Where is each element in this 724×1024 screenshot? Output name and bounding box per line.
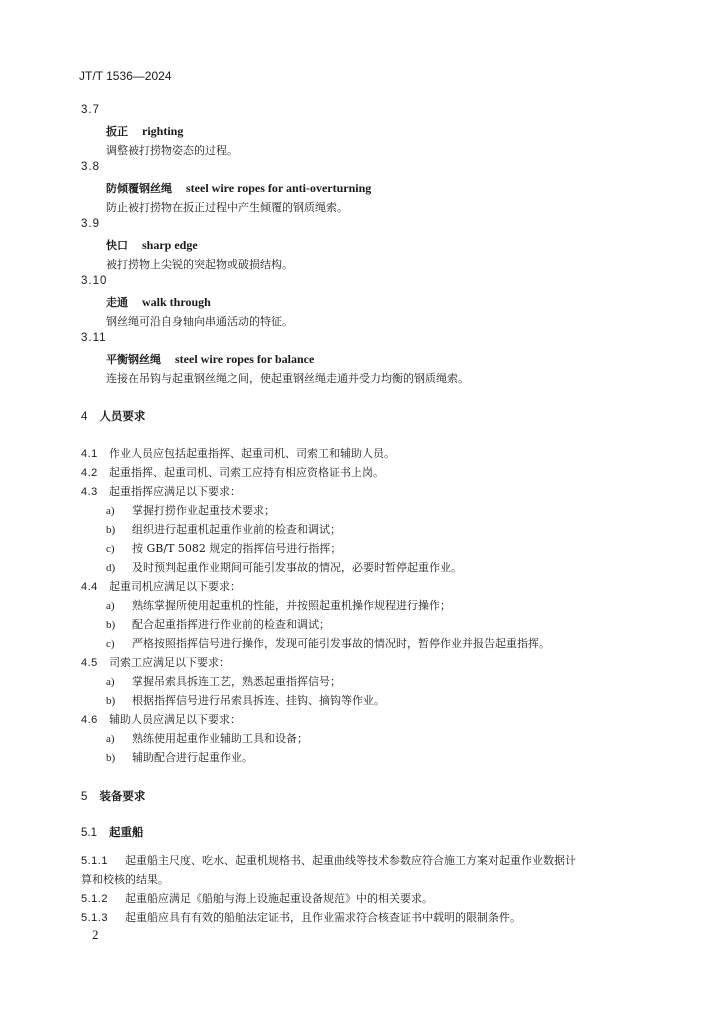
clause-number: 5.1.1 — [81, 855, 108, 867]
list-item-text: 熟练使用起重作业辅助工具和设备； — [132, 732, 308, 745]
list-marker: b) — [106, 695, 116, 707]
clause-number: 4.1 — [81, 448, 98, 460]
list-item — [106, 521, 341, 537]
clause-text: 起重船应具有有效的船舶法定证书，且作业需求符合核查证书中载明的限制条件。 — [125, 911, 521, 924]
term-en: sharp edge — [142, 238, 198, 252]
list-item — [106, 597, 451, 613]
list-item-text: 根据指挥信号进行吊索具拆连、挂钩、摘钩等作业。 — [132, 694, 385, 707]
clause-text: 辅助人员应满足以下要求： — [109, 713, 241, 726]
clause — [81, 909, 521, 925]
list-item-text: 严格按照指挥信号进行操作，发现可能引发事故的情况时，暂停作业并报告起重指挥。 — [132, 637, 550, 650]
list-item — [106, 559, 462, 575]
term-title — [106, 351, 314, 367]
clause — [81, 578, 241, 594]
term-zh: 防倾覆钢丝绳 — [106, 182, 172, 195]
term-en: steel wire ropes for balance — [175, 352, 315, 366]
term-title — [106, 180, 371, 196]
term-title — [106, 294, 211, 310]
term-en: steel wire ropes for anti-overturning — [186, 181, 372, 195]
clause — [81, 483, 241, 499]
list-item — [106, 673, 341, 689]
list-marker: b) — [106, 752, 116, 764]
subsection-heading — [81, 824, 144, 840]
term-zh: 扳正 — [106, 125, 128, 138]
clause-text: 司索工应满足以下要求： — [109, 656, 230, 669]
list-marker: a) — [106, 676, 115, 688]
list-item — [106, 635, 550, 651]
list-item — [106, 749, 253, 765]
list-item — [106, 616, 330, 632]
term-zh: 平衡钢丝绳 — [106, 353, 161, 366]
list-item — [106, 730, 308, 746]
section-heading — [81, 408, 145, 424]
term-definition: 钢丝绳可沿自身轴向串通活动的特征。 — [106, 315, 293, 328]
term-number: 3.10 — [81, 275, 108, 287]
list-item-text: 辅助配合进行起重作业。 — [132, 751, 253, 764]
clause-number: 4.6 — [81, 714, 98, 726]
clause-text: 起重船应满足《船舶与海上设施起重设备规范》中的相关要求。 — [125, 892, 433, 905]
subsection-number: 5.1 — [81, 827, 97, 839]
list-marker: b) — [106, 524, 116, 536]
list-item — [106, 692, 385, 708]
section-number: 5 — [81, 791, 88, 803]
term-zh: 快口 — [106, 239, 128, 252]
term-number: 3.9 — [81, 218, 100, 230]
term-number: 3.7 — [81, 104, 100, 116]
clause-number: 4.4 — [81, 581, 98, 593]
list-item-text: 按 GB/T 5082 规定的指挥信号进行指挥； — [132, 542, 342, 555]
clause-text: 起重指挥应满足以下要求： — [109, 485, 241, 498]
section-number: 4 — [81, 411, 88, 423]
list-marker: a) — [106, 505, 115, 517]
clause-text: 起重船主尺度、吃水、起重机规格书、起重曲线等技术参数应符合施工方案对起重作业数据计 — [125, 854, 576, 867]
term-zh: 走通 — [106, 296, 128, 309]
list-item-text: 掌握吊索具拆连工艺，熟悉起重指挥信号； — [132, 675, 341, 688]
clause — [81, 445, 395, 461]
term-title — [106, 123, 183, 139]
subsection-title: 起重船 — [109, 825, 144, 839]
clause-number: 5.1.2 — [81, 893, 108, 905]
list-item-text: 配合起重指挥进行作业前的检查和调试； — [132, 618, 330, 631]
section-title: 人员要求 — [99, 409, 146, 423]
clause — [81, 464, 384, 480]
list-item-text: 掌握打捞作业起重技术要求； — [132, 504, 275, 517]
section-heading — [81, 788, 145, 804]
list-item — [106, 540, 341, 556]
clause — [81, 890, 433, 906]
clause — [81, 654, 230, 670]
term-definition: 调整被打捞物姿态的过程。 — [106, 144, 238, 157]
list-item — [106, 502, 275, 518]
term-number: 3.11 — [81, 332, 107, 344]
list-marker: c) — [106, 543, 115, 555]
clause-text: 起重指挥、起重司机、司索工应持有相应资格证书上岗。 — [109, 466, 384, 479]
clause-continuation: 算和校核的结果。 — [81, 873, 169, 886]
clause — [81, 852, 576, 868]
list-marker: b) — [106, 619, 116, 631]
document-header: JT/T 1536—2024 — [79, 69, 172, 83]
term-en: righting — [142, 124, 184, 138]
list-item-text: 及时预判起重作业期间可能引发事故的情况，必要时暂停起重作业。 — [132, 561, 462, 574]
clause-text: 作业人员应包括起重指挥、起重司机、司索工和辅助人员。 — [109, 447, 395, 460]
clause-number: 4.3 — [81, 486, 98, 498]
list-marker: d) — [106, 562, 116, 574]
clause — [81, 711, 241, 727]
term-definition: 防止被打捞物在扳正过程中产生倾覆的钢质绳索。 — [106, 201, 348, 214]
term-definition: 连接在吊钩与起重钢丝绳之间，使起重钢丝绳走通并受力均衡的钢质绳索。 — [106, 372, 469, 385]
list-item-text: 熟练掌握所使用起重机的性能，并按照起重机操作规程进行操作； — [132, 599, 451, 612]
term-title — [106, 237, 198, 253]
term-en: walk through — [142, 295, 211, 309]
section-title: 装备要求 — [99, 789, 146, 803]
term-number: 3.8 — [81, 161, 100, 173]
list-marker: a) — [106, 600, 115, 612]
term-definition: 被打捞物上尖锐的突起物或破损结构。 — [106, 258, 293, 271]
list-marker: c) — [106, 638, 115, 650]
clause-number: 4.5 — [81, 657, 98, 669]
clause-number: 4.2 — [81, 467, 98, 479]
clause-number: 5.1.3 — [81, 912, 108, 924]
list-marker: a) — [106, 733, 115, 745]
list-item-text: 组织进行起重机起重作业前的检查和调试； — [132, 523, 341, 536]
page-number: 2 — [92, 927, 99, 942]
clause-text: 起重司机应满足以下要求： — [109, 580, 241, 593]
